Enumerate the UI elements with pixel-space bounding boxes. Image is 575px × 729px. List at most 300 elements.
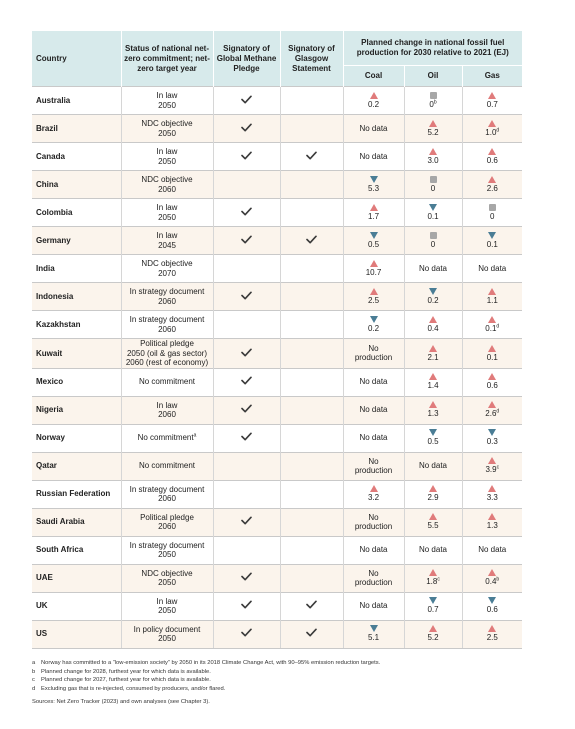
checkmark-icon: [306, 600, 317, 609]
status-text: 2050: [158, 550, 176, 559]
glasgow-cell: [280, 564, 343, 592]
gas-cell: [462, 171, 522, 199]
methane-cell: [213, 87, 280, 115]
oil-value: [405, 409, 462, 419]
status-text: 2050: [158, 212, 176, 222]
status-cell: [121, 368, 213, 396]
status-line: [122, 349, 213, 359]
table-row: [32, 143, 522, 171]
status-text: In strategy document: [129, 540, 205, 550]
table-row: [32, 508, 522, 536]
value-text: No data: [359, 123, 388, 133]
country-cell: Australia: [32, 87, 121, 115]
triangle-up-icon: [370, 288, 378, 295]
coal-value: [344, 601, 404, 611]
value-text: 2.9: [427, 493, 439, 503]
coal-cell: [343, 368, 404, 396]
status-text: Political pledge: [140, 512, 194, 522]
checkmark-icon: [241, 348, 252, 357]
oil-cell: [404, 620, 462, 648]
coal-value: [344, 152, 404, 162]
coal-value: [344, 212, 404, 222]
value-text: No data: [478, 545, 507, 555]
gas-cell: [462, 536, 522, 564]
status-line: [122, 541, 213, 551]
glasgow-cell: [280, 368, 343, 396]
oil-cell: [404, 199, 462, 227]
status-line: [122, 339, 213, 349]
status-line: [122, 625, 213, 635]
value-text: 2.1: [427, 352, 439, 362]
coal-cell: [343, 592, 404, 620]
table-row: [32, 396, 522, 424]
country-cell: Mexico: [32, 368, 121, 396]
status-text: In strategy document: [129, 315, 205, 324]
oil-value: [405, 633, 462, 643]
checkmark-icon: [241, 572, 252, 581]
triangle-down-icon: [370, 316, 378, 323]
status-line: [122, 231, 213, 241]
gas-cell: [462, 424, 522, 452]
oil-cell: [404, 424, 462, 452]
triangle-up-icon: [488, 148, 496, 155]
coal-value: [344, 433, 404, 443]
gas-value: [463, 633, 523, 643]
footnote-mark: c: [32, 677, 35, 684]
coal-value: [344, 545, 404, 555]
footnote-text: Excluding gas that is re-injected, consumed by producers, and/or flared.: [41, 685, 226, 692]
fossil-fuel-table-wrapper: [32, 31, 522, 649]
gas-value: [463, 324, 523, 334]
gas-cell: [462, 452, 522, 480]
table-row: [32, 283, 522, 311]
table-row: [32, 620, 522, 648]
country-cell: Kuwait: [32, 339, 121, 369]
status-text: NDC objective: [141, 259, 193, 268]
status-text: In law: [156, 203, 178, 212]
status-text: In law: [156, 400, 178, 410]
oil-value: [405, 521, 462, 531]
status-text: 2045: [158, 240, 176, 250]
footnote: [32, 676, 532, 685]
oil-value: [405, 577, 462, 587]
status-text: NDC objective: [141, 568, 193, 578]
checkmark-icon: [241, 151, 252, 160]
gas-cell: [462, 311, 522, 339]
methane-cell: [213, 311, 280, 339]
status-text: No commitment: [138, 461, 195, 471]
glasgow-cell: [280, 480, 343, 508]
footnote-text: Norway has committed to a “low-emission society” by 2050 in its 2018 Climate Change Act, with 90–95% emission reduction targets.: [41, 660, 381, 666]
table-row: [32, 536, 522, 564]
country-cell: Kazakhstan: [32, 311, 121, 339]
status-text: In law: [156, 147, 178, 156]
coal-value: [344, 633, 404, 643]
oil-cell: [404, 368, 462, 396]
status-cell: [121, 227, 213, 255]
coal-value: [344, 100, 404, 110]
status-line: [122, 485, 213, 495]
triangle-down-icon: [370, 232, 378, 239]
gas-value: [463, 156, 523, 166]
value-text: 0.3: [486, 437, 498, 447]
coal-cell: [343, 255, 404, 283]
oil-value: [405, 240, 462, 250]
glasgow-cell: [280, 620, 343, 648]
footnote-marker: c: [496, 464, 500, 471]
value-text: No data: [359, 405, 388, 415]
glasgow-cell: [280, 227, 343, 255]
methane-cell: [213, 255, 280, 283]
status-text: 2060: [158, 522, 176, 531]
triangle-up-icon: [429, 120, 437, 127]
checkmark-icon: [241, 95, 252, 104]
status-text: In law: [156, 596, 178, 606]
status-text: 2060 (rest of economy): [125, 358, 209, 367]
status-cell: [121, 87, 213, 115]
gas-value: [463, 577, 523, 587]
value-text: 1.3: [427, 409, 439, 419]
triangle-up-icon: [370, 204, 378, 211]
glasgow-cell: [280, 143, 343, 171]
status-text: 2050: [158, 128, 176, 138]
triangle-down-icon: [429, 204, 437, 211]
country-cell: Nigeria: [32, 396, 121, 424]
status-cell: [121, 620, 213, 648]
oil-value: [405, 264, 462, 274]
header-coal: Coal: [343, 66, 404, 87]
status-cell: [121, 536, 213, 564]
country-cell: Norway: [32, 424, 121, 452]
table-row: [32, 339, 522, 369]
coal-value: [344, 377, 404, 387]
footnote-marker: d: [496, 323, 500, 330]
status-line: [122, 315, 213, 325]
footnote-mark: d: [32, 685, 36, 692]
methane-cell: [213, 115, 280, 143]
coal-value: [344, 124, 404, 134]
triangle-up-icon: [488, 401, 496, 408]
value-text: No production: [354, 456, 393, 475]
value-text: 5.1: [367, 633, 380, 643]
oil-value: [405, 184, 462, 194]
oil-cell: [404, 283, 462, 311]
value-text: 0.2: [367, 323, 380, 333]
status-text: In policy document: [133, 624, 201, 634]
gas-cell: [462, 339, 522, 369]
glasgow-cell: [280, 592, 343, 620]
checkmark-icon: [241, 432, 252, 441]
value-text: 0.4: [485, 577, 497, 587]
status-text: 2060: [158, 324, 176, 334]
checkmark-icon: [306, 235, 317, 244]
header-methane: Signatory of Global Methane Pledge: [213, 31, 280, 87]
gas-value: [463, 493, 523, 503]
status-line: [122, 401, 213, 411]
methane-cell: [213, 564, 280, 592]
coal-cell: [343, 199, 404, 227]
header-gas: Gas: [462, 66, 522, 87]
status-cell: [121, 396, 213, 424]
triangle-up-icon: [488, 288, 496, 295]
coal-value: [344, 513, 404, 532]
status-cell: [121, 143, 213, 171]
footnote-marker: d: [496, 408, 500, 415]
gas-cell: [462, 199, 522, 227]
triangle-up-icon: [370, 485, 378, 492]
coal-cell: [343, 480, 404, 508]
status-line: [122, 522, 213, 532]
status-text: In law: [156, 91, 178, 100]
checkmark-icon: [241, 628, 252, 637]
header-glasgow: Signatory of Glasgow Statement: [280, 31, 343, 87]
square-icon: [489, 204, 496, 211]
status-text: 2050: [158, 578, 176, 587]
footnote-marker: c: [437, 576, 440, 583]
coal-cell: [343, 143, 404, 171]
table-row: [32, 227, 522, 255]
status-cell: [121, 115, 213, 143]
glasgow-cell: [280, 171, 343, 199]
oil-cell: [404, 143, 462, 171]
value-text: 3.9: [485, 465, 497, 475]
triangle-up-icon: [488, 373, 496, 380]
table-row: [32, 255, 522, 283]
glasgow-cell: [280, 424, 343, 452]
header-status: Status of national net-zero commitment; net-zero target year: [121, 31, 213, 87]
methane-cell: [213, 592, 280, 620]
value-text: No production: [354, 343, 393, 363]
footnote-marker: d: [496, 127, 500, 134]
footnotes: [32, 659, 532, 707]
triangle-up-icon: [488, 457, 496, 464]
glasgow-cell: [280, 115, 343, 143]
gas-cell: [462, 87, 522, 115]
glasgow-cell: [280, 339, 343, 369]
triangle-up-icon: [429, 345, 437, 352]
triangle-down-icon: [429, 597, 437, 604]
value-text: 1.8: [426, 577, 438, 587]
triangle-up-icon: [488, 625, 496, 632]
gas-cell: [462, 143, 522, 171]
triangle-down-icon: [488, 597, 496, 604]
oil-value: [405, 324, 462, 334]
country-cell: Saudi Arabia: [32, 508, 121, 536]
methane-cell: [213, 620, 280, 648]
value-text: 0.7: [427, 605, 439, 615]
status-cell: [121, 424, 213, 452]
value-text: 0.1: [486, 239, 498, 249]
gas-cell: [462, 564, 522, 592]
oil-value: [405, 381, 462, 391]
methane-cell: [213, 396, 280, 424]
gas-value: [463, 264, 523, 274]
methane-cell: [213, 368, 280, 396]
value-text: 0.2: [427, 295, 439, 305]
status-text: In law: [156, 231, 178, 240]
triangle-up-icon: [429, 401, 437, 408]
coal-cell: [343, 87, 404, 115]
status-line: [122, 433, 213, 443]
coal-value: [344, 184, 404, 194]
source-note: Sources: Net Zero Tracker (2023) and own analyses (see Chapter 3).: [32, 699, 210, 706]
triangle-up-icon: [370, 260, 378, 267]
glasgow-cell: [280, 396, 343, 424]
gas-value: [463, 353, 523, 363]
country-cell: Brazil: [32, 115, 121, 143]
oil-cell: [404, 452, 462, 480]
status-text: NDC objective: [141, 119, 193, 128]
oil-cell: [404, 227, 462, 255]
glasgow-cell: [280, 452, 343, 480]
gas-cell: [462, 227, 522, 255]
status-line: [122, 287, 213, 297]
gas-cell: [462, 396, 522, 424]
coal-value: [344, 240, 404, 250]
triangle-up-icon: [429, 373, 437, 380]
methane-cell: [213, 171, 280, 199]
table-row: [32, 171, 522, 199]
header-country: Country: [32, 31, 121, 87]
value-text: 0.6: [486, 605, 498, 615]
status-line: [122, 550, 213, 560]
value-text: 1.1: [486, 295, 498, 305]
checkmark-icon: [241, 291, 252, 300]
coal-value: [344, 324, 404, 334]
value-text: No data: [359, 601, 388, 611]
coal-cell: [343, 396, 404, 424]
gas-value: [463, 100, 523, 110]
triangle-up-icon: [488, 176, 496, 183]
triangle-up-icon: [488, 485, 496, 492]
coal-value: [344, 344, 404, 363]
value-text: 0.1: [427, 211, 439, 221]
table-row: [32, 424, 522, 452]
table-row: [32, 199, 522, 227]
oil-cell: [404, 311, 462, 339]
glasgow-cell: [280, 508, 343, 536]
oil-cell: [404, 396, 462, 424]
triangle-up-icon: [488, 569, 496, 576]
status-text: 2060: [158, 184, 176, 194]
triangle-down-icon: [488, 429, 496, 436]
status-line: [122, 269, 213, 279]
oil-cell: [404, 592, 462, 620]
checkmark-icon: [241, 376, 252, 385]
checkmark-icon: [241, 516, 252, 525]
header-planned-change: Planned change in national fossil fuel production for 2030 relative to 2021 (EJ): [343, 31, 522, 66]
country-cell: China: [32, 171, 121, 199]
triangle-down-icon: [488, 232, 496, 239]
oil-cell: [404, 87, 462, 115]
triangle-up-icon: [488, 316, 496, 323]
status-text: 2060: [158, 494, 176, 503]
value-text: 3.2: [367, 493, 380, 503]
checkmark-icon: [241, 123, 252, 132]
status-cell: [121, 508, 213, 536]
value-text: No data: [418, 461, 448, 471]
status-line: [122, 634, 213, 644]
gas-value: [463, 521, 523, 531]
table-body: [32, 87, 522, 649]
status-line: [122, 578, 213, 588]
coal-cell: [343, 227, 404, 255]
methane-cell: [213, 480, 280, 508]
value-text: 0: [430, 239, 436, 249]
footnote-marker: a: [193, 432, 197, 439]
coal-value: [344, 405, 404, 415]
triangle-up-icon: [429, 569, 437, 576]
oil-value: [405, 493, 462, 503]
methane-cell: [213, 199, 280, 227]
methane-cell: [213, 143, 280, 171]
gas-value: [463, 437, 523, 447]
value-text: 5.3: [367, 183, 380, 193]
status-text: 2050: [158, 606, 176, 615]
oil-value: [405, 100, 462, 110]
footnote-marker: b: [496, 576, 500, 583]
value-text: 2.5: [367, 295, 380, 305]
status-line: [122, 147, 213, 157]
coal-value: [344, 569, 404, 588]
footnote: [32, 668, 532, 677]
triangle-up-icon: [488, 513, 496, 520]
oil-value: [405, 128, 462, 138]
fossil-fuel-table: [32, 31, 522, 649]
status-text: 2050 (oil & gas sector): [126, 348, 208, 358]
coal-cell: [343, 339, 404, 369]
oil-value: [405, 212, 462, 222]
status-line: [122, 377, 213, 387]
value-text: 5.2: [427, 633, 439, 643]
gas-value: [463, 605, 523, 615]
value-text: No data: [359, 433, 388, 443]
coal-cell: [343, 564, 404, 592]
methane-cell: [213, 339, 280, 369]
value-text: 0.5: [367, 239, 380, 249]
glasgow-cell: [280, 199, 343, 227]
status-line: [122, 410, 213, 420]
gas-cell: [462, 508, 522, 536]
status-line: [122, 606, 213, 616]
gas-value: [463, 409, 523, 419]
oil-cell: [404, 508, 462, 536]
square-icon: [430, 176, 437, 183]
status-line: [122, 513, 213, 523]
country-cell: Canada: [32, 143, 121, 171]
oil-value: [405, 156, 462, 166]
country-cell: US: [32, 620, 121, 648]
table-row: [32, 564, 522, 592]
table-row: [32, 115, 522, 143]
triangle-down-icon: [370, 176, 378, 183]
status-line: [122, 569, 213, 579]
status-line: [122, 297, 213, 307]
table-row: [32, 592, 522, 620]
value-text: 5.2: [427, 127, 439, 137]
value-text: 1.7: [367, 211, 380, 221]
square-icon: [430, 232, 437, 239]
value-text: No data: [418, 263, 448, 273]
value-text: 1.0: [485, 127, 497, 137]
oil-value: [405, 461, 462, 471]
status-cell: [121, 255, 213, 283]
value-text: 1.4: [427, 381, 439, 391]
coal-value: [344, 268, 404, 278]
triangle-up-icon: [488, 345, 496, 352]
status-text: 2060: [158, 410, 176, 419]
value-text: 10.7: [365, 267, 382, 277]
